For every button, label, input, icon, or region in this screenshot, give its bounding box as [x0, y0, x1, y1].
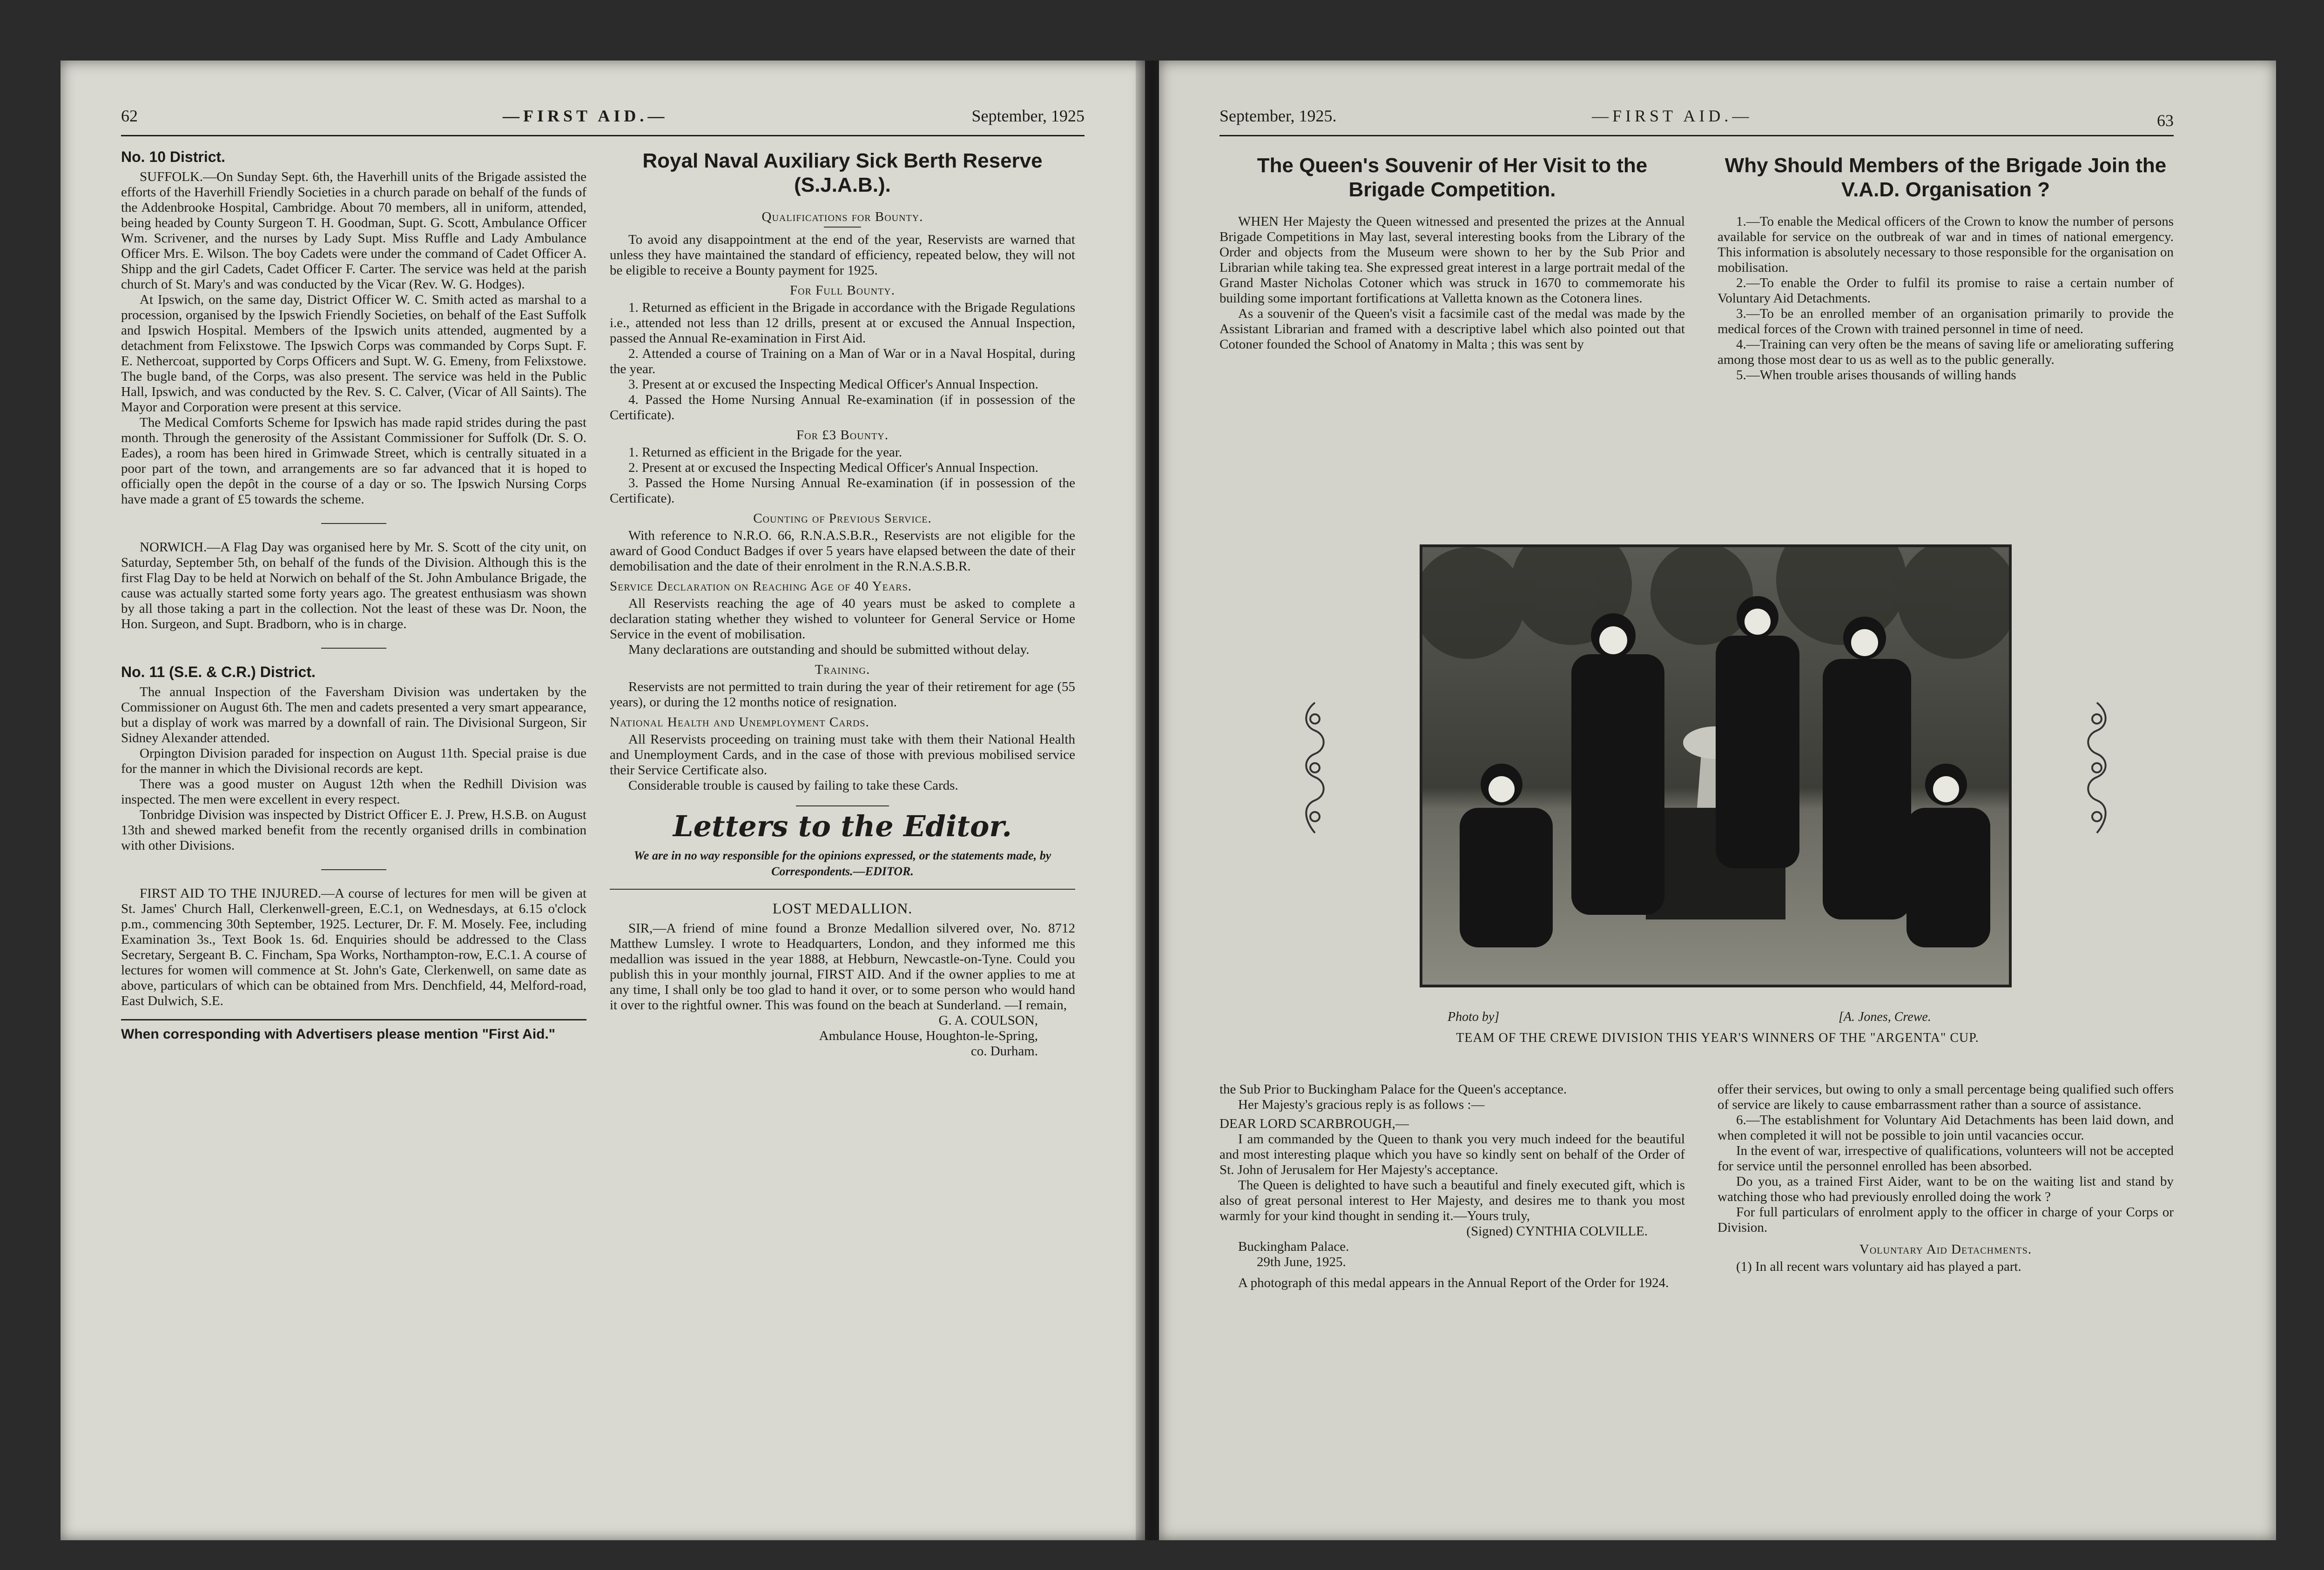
photo-caption: TEAM OF THE CREWE DIVISION THIS YEAR'S WINNERS OF THE "ARGENTA" CUP.: [1456, 1031, 1979, 1045]
letter-signature: (Signed) CYNTHIA COLVILLE.: [1466, 1224, 1648, 1239]
lost-medallion-heading: LOST MEDALLION.: [772, 900, 913, 917]
vad-reason: 4.—Training can very often be the means of saving life or ameliorating suffering among those most dear to us as well as to the public generally.: [1718, 337, 2174, 367]
left-header-rule: [121, 135, 1085, 136]
left-page-number: 62: [121, 107, 138, 125]
left-journal-title: —FIRST AID.—: [503, 107, 668, 125]
service-declaration-heading: Service Declaration on Reaching Age of 40 Years.: [610, 579, 912, 594]
signature-name: G. A. COULSON,: [938, 1013, 1038, 1028]
suffolk-paragraph: SUFFOLK.—On Sunday Sept. 6th, the Haverhill units of the Brigade assisted the efforts of the Haverhill Friendly Societies in a church parade on behalf of the funds of the Addenbrooke Hospital, Cambridge. About 70 members, all in uniform, attended, being headed by County Surgeon T. H. Goodman, Supt. G. Scott, Ambulance Officer Wm. Scrivener, and the nurses by Lady Supt. Miss Ruffle and Lady Ambulance Officer Mrs. E. Wilson. The boy Cadets were under the command of Cadet Officer A. Shipp and the girl Cadets, Cadet Officer F. Carter. The service was held at the parish church of St. Mary's and was conducted by the Vicar (Rev. W. G. Hodges).: [121, 169, 586, 292]
separator-rule: [321, 523, 386, 524]
full-bounty-item: 1. Returned as efficient in the Brigade in accordance with the Brigade Regulations i.e., attended not less than 12 drills, present at or excused the Annual Inspection, passed the Annual Re-examination in First Aid.: [610, 300, 1075, 346]
scroll-ornament-left: [1299, 698, 1331, 838]
scroll-ornament-right: [2081, 698, 2113, 838]
full-bounty-heading: For Full Bounty.: [790, 283, 895, 298]
right-journal-title: —FIRST AID.—: [1592, 107, 1753, 125]
notice-rule: [121, 1019, 586, 1020]
redhill-paragraph: There was a good muster on August 12th when the Redhill Division was inspected. The men were excellent in every respect.: [121, 777, 586, 807]
vad-final-paragraph: (1) In all recent wars voluntary aid has played a part.: [1736, 1259, 2021, 1274]
declaration-paragraph: Many declarations are outstanding and should be submitted without delay.: [628, 642, 1030, 657]
queens-souvenir-paragraph: As a souvenir of the Queen's visit a facsimile cast of the medal was made by the Assistant Librarian and framed with a descriptive label which also pointed out that Cotoner founded the School of Anatomy in Malta ; this was sent by: [1219, 306, 1685, 352]
ipswich-paragraph: At Ipswich, on the same day, District Officer W. C. Smith acted as marshal to a procession, organised by the Ipswich Friendly Societies, on behalf of the East Suffolk and Ipswich Hospital. Members of the Ipswich units attended, augmented by a detachment from Felixstowe. The Ipswich Corps was commanded by Corps Supt. F. E. Nethercoat, supported by Corps Officers and Supt. W. G. Emeny, from Felixstowe. The bugle band, of the Corps, was also present. The service was held in the Public Hall, Ipswich, and was conducted by the Rev. S. C. Calver, (Vicar of All Saints). The Mayor and Corporation were present at this service.: [121, 292, 586, 415]
right-header-rule: [1219, 135, 2174, 136]
norwich-paragraph: NORWICH.—A Flag Day was organised here by Mr. S. Scott of the city unit, on Saturday, September 5th, on behalf of the funds of the Division. Although this is the first Flag Day to be held at Norwich on behalf of the St. John Ambulance Brigade, the cause was actually started some forty years ago. The greatest enthusiasm was shown by all those taking a part in the collection. Not the least of these was Dr. Noon, the Hon. Surgeon, and Supt. Bradborn, who is in charge.: [121, 540, 586, 631]
queen-letter-paragraph: I am commanded by the Queen to thank you very much indeed for the beautiful and most interesting plaque which you have so kindly sent on behalf of the Order of St. John of Jerusalem for Her Majesty's acceptance.: [1219, 1132, 1685, 1177]
vad-reason: 2.—To enable the Order to fulfil its promise to raise a certain number of Voluntary Aid Detachments.: [1718, 275, 2174, 306]
vad-detachments-heading: Voluntary Aid Detachments.: [1859, 1242, 2032, 1257]
queen-letter-paragraph: The Queen is delighted to have such a beautiful and finely executed gift, which is also of great personal interest to Her Majesty, and desires me to thank you most warmly for your kind thought in sending it.—Yours truly,: [1219, 1178, 1685, 1223]
vad-paragraph: In the event of war, irrespective of qualifications, volunteers will not be accepted for service until the personnel enrolled has been absorbed.: [1718, 1143, 2174, 1174]
right-running-head: [1219, 106, 2174, 134]
nhi-paragraph: All Reservists proceeding on training must take with them their National Health and Unemployment Cards, and in the case of those with previous mobilised service their Service Certificate also.: [610, 732, 1075, 778]
vad-paragraph: 6.—The establishment for Voluntary Aid Detachments has been laid down, and when completed it will not be possible to join until vacancies occur.: [1718, 1113, 2174, 1143]
advertiser-notice: When corresponding with Advertisers please mention "First Aid.": [121, 1027, 556, 1042]
orpington-paragraph: Orpington Division paraded for inspection on August 11th. Special praise is due for the manner in which the Divisional records are kept.: [121, 746, 586, 776]
section-title-no11: No. 11 (S.E. & C.R.) District.: [121, 664, 316, 680]
declaration-paragraph: All Reservists reaching the age of 40 years must be asked to complete a declaration stating whether they wished to volunteer for General Service or Home Service in the event of mobilisation.: [610, 596, 1075, 642]
left-running-head: [121, 106, 1085, 134]
nhi-paragraph: Considerable trouble is caused by failing to take these Cards.: [628, 778, 958, 793]
vad-reason: 5.—When trouble arises thousands of willing hands: [1736, 368, 2016, 382]
sub-prior-paragraph: the Sub Prior to Buckingham Palace for the Queen's acceptance.: [1219, 1082, 1567, 1097]
team-photograph: [1420, 544, 2012, 987]
short-rule: [824, 227, 861, 228]
letter-salutation: DEAR LORD SCARBROUGH,—: [1219, 1116, 1409, 1131]
right-column-2: [1718, 154, 2174, 383]
counting-service-heading: Counting of Previous Service.: [753, 511, 932, 526]
annual-report-paragraph: A photograph of this medal appears in the Annual Report of the Order for 1924.: [1238, 1275, 1669, 1290]
team-photograph-image: [1422, 547, 2009, 985]
gracious-reply-paragraph: Her Majesty's gracious reply is as follows :—: [1238, 1097, 1485, 1112]
faversham-paragraph: The annual Inspection of the Faversham Division was undertaken by the Commissioner on August 6th. The men and cadets presented a very smart appearance, but a display of work was marred by a downfall of rain. The Divisional Surgeon, Sir Sidney Alexander attended.: [121, 684, 586, 745]
letter-date: 29th June, 1925.: [1257, 1255, 1346, 1269]
vad-continuation: offer their services, but owing to only a small percentage being qualified such offers of service are likely to cause embarrassment rather than a source of assistance.: [1718, 1082, 2174, 1112]
right-column-3: [1219, 1082, 1685, 1291]
qualifications-heading: Qualifications for Bounty.: [761, 209, 923, 224]
left-header-date: September, 1925: [971, 107, 1085, 125]
qualifications-paragraph: To avoid any disappointment at the end of the year, Reservists are warned that unless they have maintained the standard of efficiency, repeated below, they will not be eligible to receive a Bounty payment for 1925.: [610, 232, 1075, 278]
three-pound-item: 3. Passed the Home Nursing Annual Re-examination (if in possession of the Certificate).: [610, 476, 1075, 506]
letter-place: Buckingham Palace.: [1238, 1239, 1349, 1254]
rnasbr-title: Royal Naval Auxiliary Sick Berth Reserve (S.J.A.B.).: [642, 149, 1043, 196]
vad-reason: 3.—To be an enrolled member of an organisation primarily to provide the medical forces of the Crown with trained personnel in time of need.: [1718, 306, 2174, 336]
photo-credit-left: Photo by]: [1448, 1010, 1500, 1024]
ornamental-rule: [796, 805, 889, 806]
right-header-date: September, 1925.: [1219, 107, 1337, 125]
nhi-cards-heading: National Health and Unemployment Cards.: [610, 715, 869, 730]
queens-souvenir-paragraph: WHEN Her Majesty the Queen witnessed and presented the prizes at the Annual Brigade Competitions in May last, several interesting books from the Library of the Order and objects from the Museum were shown to her by the Sub Prior and Librarian while taking tea. She expressed great interest in a large portrait medal of the Grand Master Nicholas Cotoner which was struck in 1670 to commemorate his building some important fortifications at Valletta known as the Cotonera lines.: [1219, 214, 1685, 306]
editor-disclaimer: We are in no way responsible for the opinions expressed, or the statements made, by Correspondents.—EDITOR.: [633, 849, 1051, 878]
vad-paragraph: For full particulars of enrolment apply to the officer in charge of your Corps or Division.: [1718, 1205, 2174, 1235]
photo-credit-right: [A. Jones, Crewe.: [1839, 1010, 1931, 1024]
left-column-1: [121, 147, 586, 1044]
lost-medallion-letter: SIR,—A friend of mine found a Bronze Medallion silvered over, No. 8712 Matthew Lumsley. I wrote to Headquarters, London, and they informed me this medallion was issued in the year 1888, at Hebburn, Newcastle-on-Tyne. Could you publish this in your monthly journal, FIRST AID. And if the owner applies to me at any time, I shall only be too glad to hand it over, or to some person who would hand it over to the rightful owner. This was found on the beach at Sunderland. —I remain,: [610, 921, 1075, 1013]
first-aid-lectures-paragraph: FIRST AID TO THE INJURED.—A course of lectures for men will be given at St. James' Church Hall, Clerkenwell-green, E.C.1, on Wednesdays, at 6.15 o'clock p.m., commencing 30th September, 1925. Lecturer, Dr. F. M. Mosely. Fee, including Examination 3s., Text Book 1s. 6d. Enquiries should be addressed to the Class Secretary, Sergeant B. C. Fincham, Spa Works, Northampton-row, E.C.1. A course of lectures for women will commence at St. John's Gate, Clerkenwell, on same date as above, particulars of which can be obtained from Mrs. Denchfield, 44, Melford-road, East Dulwich, S.E.: [121, 886, 586, 1008]
full-bounty-item: 3. Present at or excused the Inspecting Medical Officer's Annual Inspection.: [628, 377, 1038, 392]
three-pound-bounty-heading: For £3 Bounty.: [796, 428, 889, 443]
training-heading: Training.: [815, 662, 870, 677]
separator-rule: [321, 869, 386, 870]
disclaimer-rule: [610, 889, 1075, 890]
right-column-1: [1219, 154, 1685, 352]
vad-title: Why Should Members of the Brigade Join the V.A.D. Organisation ?: [1724, 154, 2167, 201]
tonbridge-paragraph: Tonbridge Division was inspected by District Officer E. J. Prew, H.S.B. on August 13th and shewed marked benefit from the recently organised drills in combination with other Divisions.: [121, 807, 586, 853]
section-title-no10: No. 10 District.: [121, 148, 226, 165]
signature-address: Ambulance House, Houghton-le-Spring,: [819, 1028, 1038, 1043]
three-pound-item: 1. Returned as efficient in the Brigade for the year.: [628, 445, 903, 460]
signature-county: co. Durham.: [970, 1044, 1038, 1059]
queens-souvenir-title: The Queen's Souvenir of Her Visit to the Brigade Competition.: [1257, 154, 1648, 201]
right-page-number: 63: [2157, 111, 2174, 130]
full-bounty-item: 2. Attended a course of Training on a Man of War or in a Naval Hospital, during the year.: [610, 346, 1075, 376]
left-column-2: [610, 149, 1075, 1059]
three-pound-item: 2. Present at or excused the Inspecting Medical Officer's Annual Inspection.: [628, 460, 1038, 475]
separator-rule: [321, 648, 386, 649]
full-bounty-item: 4. Passed the Home Nursing Annual Re-examination (if in possession of the Certificate).: [610, 392, 1075, 423]
medical-comforts-paragraph: The Medical Comforts Scheme for Ipswich has made rapid strides during the past month. Through the generosity of the Assistant Commissioner for Suffolk (Dr. S. O. Eades), a room has been hired in Grimwade Street, which is centrally situated in a poor part of the town, and arrangements are so far advanced that it is hoped to officially open the depôt in the course of a day or so. The Ipswich Nursing Corps have made a grant of £5 towards the scheme.: [121, 415, 586, 507]
vad-paragraph: Do you, as a trained First Aider, want to be on the waiting list and stand by watching those who had previously enrolled doing the work ?: [1718, 1174, 2174, 1204]
letters-to-editor-heading: Letters to the Editor.: [673, 809, 1012, 843]
right-column-4: [1718, 1082, 2174, 1275]
training-paragraph: Reservists are not permitted to train during the year of their retirement for age (55 years), or during the 12 months notice of resignation.: [610, 679, 1075, 710]
counting-service-paragraph: With reference to N.R.O. 66, R.N.A.S.B.R., Reservists are not eligible for the award of Good Conduct Badges if over 5 years have elapsed between the date of their demobilisation and the date of their enrolment in the R.N.A.S.B.R.: [610, 528, 1075, 574]
vad-reason: 1.—To enable the Medical officers of the Crown to know the number of persons available for service on the outbreak of war and in times of national emergency. This information is absolutely necessary to those responsible for the organisation on mobilisation.: [1718, 214, 2174, 275]
